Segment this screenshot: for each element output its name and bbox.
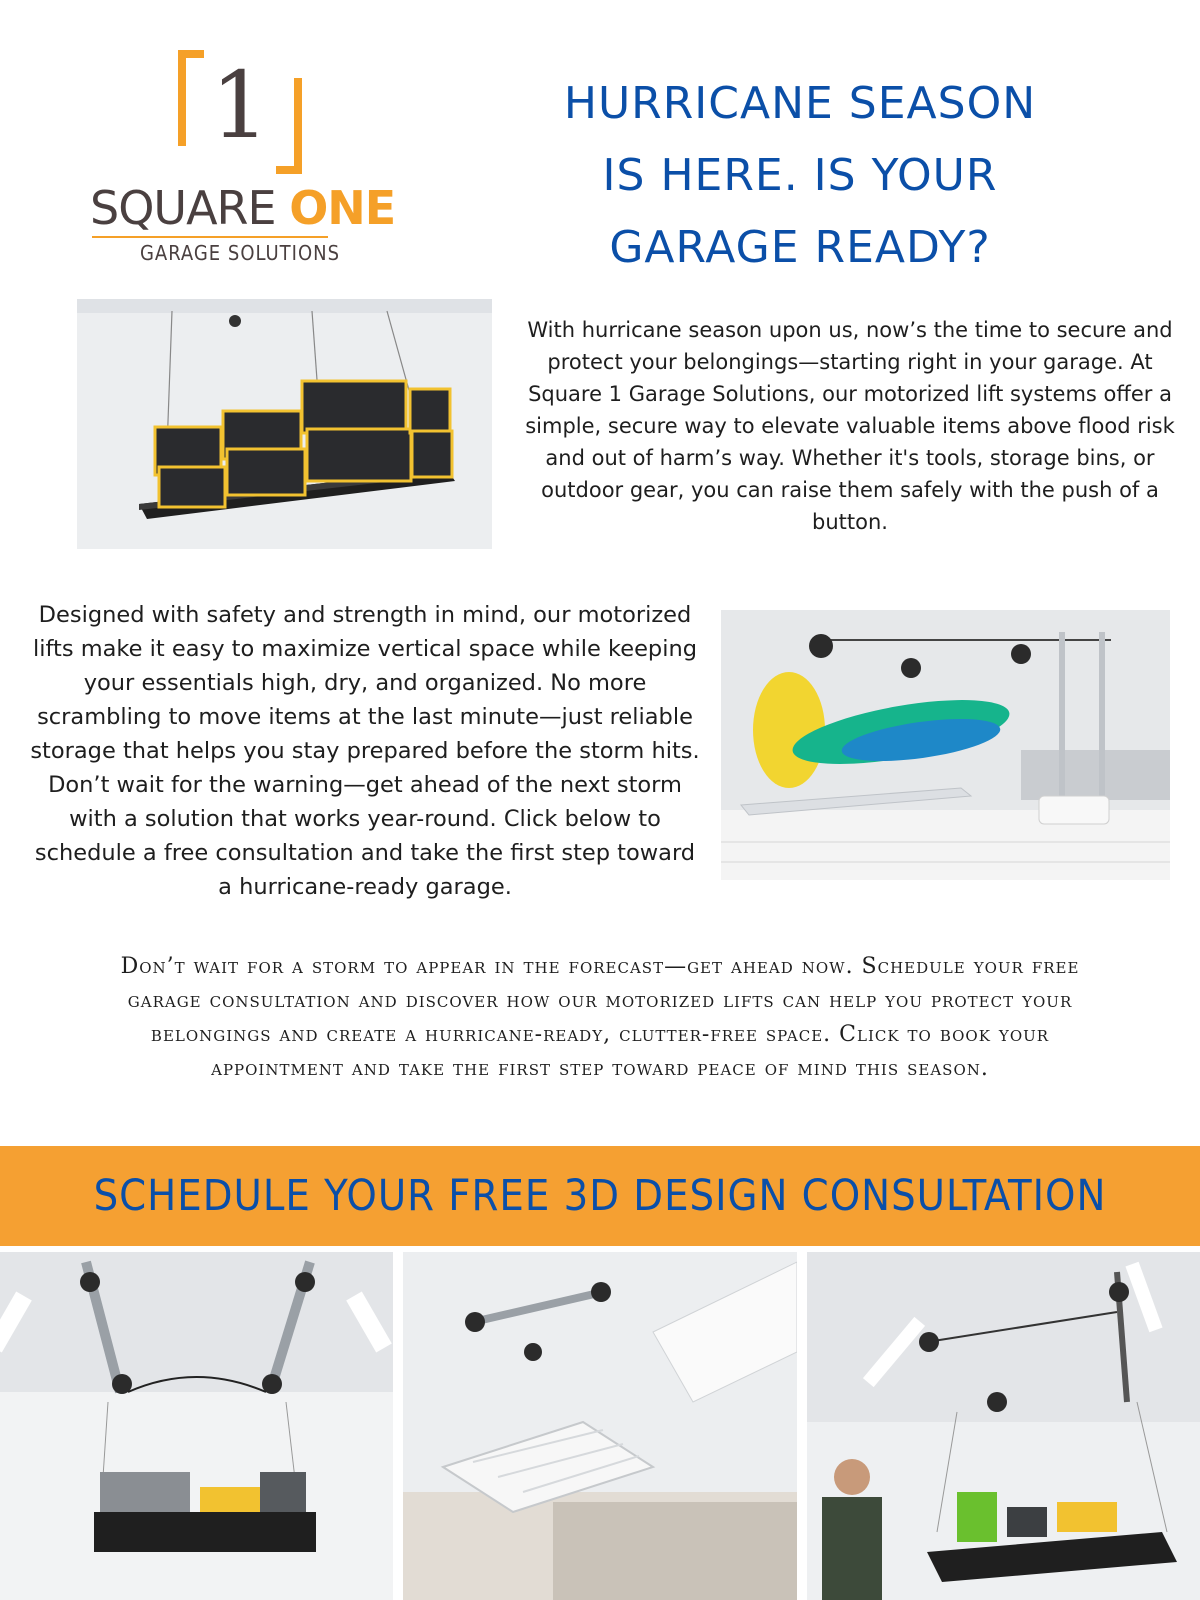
brand-logo (90, 50, 396, 270)
closing-paragraph: Don’t wait for a storm to appear in the forecast—get ahead now. Schedule your free garage consultation and discover how our motorized lifts can help you protect your belongings and create a hurricane-ready, clutter-free space. Click to book your appointment and take the first step toward peace of mind this season. (120, 954, 1080, 1081)
logo-numeral: 1 (210, 52, 270, 159)
consultation-cta-label[interactable]: SCHEDULE YOUR FREE 3D DESIGN CONSULTATION (93, 1171, 1107, 1221)
photo-overhead-rack-bins (77, 299, 492, 549)
headline-line-2: IS HERE. IS YOUR (602, 150, 998, 201)
headline-line-3: GARAGE READY? (609, 222, 991, 273)
logo-wordmark (90, 181, 396, 235)
consultation-cta-banner[interactable] (0, 1146, 1200, 1246)
logo-mark (178, 50, 302, 174)
logo-subtitle: GARAGE SOLUTIONS (139, 241, 341, 265)
photo-man-with-lift-remote (807, 1252, 1200, 1600)
photo-kayak-lift (721, 610, 1170, 880)
intro-paragraph: With hurricane season upon us, now’s the time to secure and protect your belongings—starting right in your garage. At Square 1 Garage Solutions, our motorized lift systems offer a simple, secure way to elevate valuable items above flood risk and out of harm’s way. Whether it's tools, storage bins, or outdoor gear, you can raise them safely with the push of a button. (525, 318, 1175, 534)
photo-white-rack-lift (403, 1252, 797, 1600)
photo-white-rack-lift-art (403, 1252, 797, 1600)
logo-word-square: SQUARE (90, 181, 276, 235)
logo-word-one: ONE (289, 181, 396, 235)
logo-underline (92, 236, 328, 238)
photo-tool-platform-lift-art (0, 1252, 393, 1600)
photo-overhead-rack-bins-art (77, 299, 492, 549)
headline-line-1: HURRICANE SEASON (563, 78, 1037, 129)
photo-tool-platform-lift (0, 1252, 393, 1600)
photo-kayak-lift-art (721, 610, 1170, 880)
features-paragraph: Designed with safety and strength in mind, our motorized lifts make it easy to maximize vertical space while keeping your essentials high, dry, and organized. No more scrambling to move items at the last minute—just reliable storage that helps you stay prepared before the storm hits. Don’t wait for the warning—get ahead of the next storm with a solution that works year-round. Click below to schedule a free consultation and take the first step toward a hurricane-ready garage. (30, 602, 700, 900)
page-headline (520, 68, 1080, 284)
photo-man-with-lift-remote-art (807, 1252, 1200, 1600)
